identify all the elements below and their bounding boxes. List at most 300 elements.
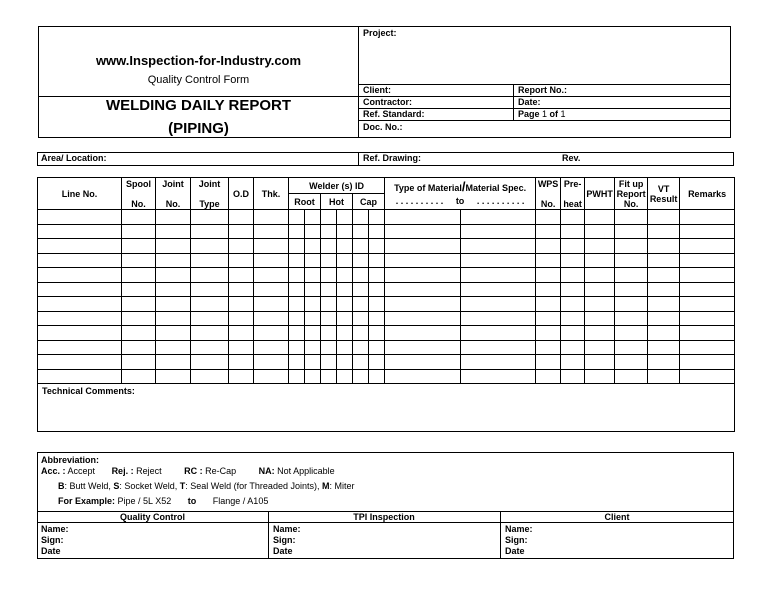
table-cell[interactable] <box>615 239 648 254</box>
table-cell[interactable] <box>254 311 289 326</box>
table-cell[interactable] <box>321 282 337 297</box>
table-cell[interactable] <box>680 355 735 370</box>
table-cell[interactable] <box>229 326 254 341</box>
table-cell[interactable] <box>680 239 735 254</box>
table-row <box>38 297 735 312</box>
table-cell[interactable] <box>289 297 305 312</box>
table-row <box>38 282 735 297</box>
table-cell[interactable] <box>289 340 305 355</box>
table-cell[interactable] <box>536 239 561 254</box>
table-cell[interactable] <box>305 282 321 297</box>
table-cell[interactable] <box>254 282 289 297</box>
table-cell[interactable] <box>254 239 289 254</box>
table-cell[interactable] <box>156 253 191 268</box>
tpi-name-label: Name: <box>273 524 301 534</box>
table-cell[interactable] <box>289 282 305 297</box>
header-row-rule-2 <box>358 96 731 97</box>
table-cell[interactable] <box>615 326 648 341</box>
qc-name-label: Name: <box>41 524 69 534</box>
table-cell[interactable] <box>305 369 321 384</box>
table-cell[interactable] <box>156 326 191 341</box>
table-cell[interactable] <box>229 340 254 355</box>
table-row <box>38 239 735 254</box>
table-cell[interactable] <box>321 239 337 254</box>
table-cell[interactable] <box>337 369 353 384</box>
tpi-sign-label: Sign: <box>273 535 296 545</box>
date-label: Date: <box>518 97 541 107</box>
weld-log-rows <box>38 210 735 384</box>
table-cell[interactable] <box>38 369 122 384</box>
contractor-label: Contractor: <box>363 97 412 107</box>
doc-no-label: Doc. No.: <box>363 122 403 132</box>
table-cell[interactable] <box>369 268 385 283</box>
col-remarks: Remarks <box>680 178 735 210</box>
table-cell[interactable] <box>191 268 229 283</box>
table-cell[interactable] <box>536 340 561 355</box>
table-cell[interactable] <box>369 239 385 254</box>
table-cell[interactable] <box>229 224 254 239</box>
technical-comments-label: Technical Comments: <box>42 386 135 396</box>
table-cell[interactable] <box>122 355 156 370</box>
table-cell[interactable] <box>615 210 648 225</box>
qc-sign-label: Sign: <box>41 535 64 545</box>
table-row <box>38 224 735 239</box>
table-cell[interactable] <box>585 224 615 239</box>
table-cell[interactable] <box>38 355 122 370</box>
col-od: O.D <box>229 178 254 210</box>
table-cell[interactable] <box>385 369 461 384</box>
table-cell[interactable] <box>38 326 122 341</box>
table-cell[interactable] <box>369 340 385 355</box>
col-preheat: Pre- heat <box>561 178 585 210</box>
table-row <box>38 268 735 283</box>
table-cell[interactable] <box>254 224 289 239</box>
table-cell[interactable] <box>385 239 461 254</box>
table-cell[interactable] <box>536 311 561 326</box>
table-cell[interactable] <box>561 224 585 239</box>
col-material: Type of Material/Material Spec. . . . . . . . . . . to . . . . . . . . . . <box>385 178 536 210</box>
table-cell[interactable] <box>461 340 536 355</box>
table-cell[interactable] <box>369 355 385 370</box>
table-cell[interactable] <box>461 268 536 283</box>
table-cell[interactable] <box>585 297 615 312</box>
table-cell[interactable] <box>289 224 305 239</box>
table-cell[interactable] <box>536 282 561 297</box>
table-cell[interactable] <box>369 224 385 239</box>
col-thk: Thk. <box>254 178 289 210</box>
table-cell[interactable] <box>369 369 385 384</box>
table-cell[interactable] <box>305 355 321 370</box>
table-cell[interactable] <box>561 311 585 326</box>
col-joint-type: Joint Type <box>191 178 229 210</box>
table-cell[interactable] <box>585 369 615 384</box>
table-cell[interactable] <box>254 253 289 268</box>
table-cell[interactable] <box>191 224 229 239</box>
tpi-date-label: Date <box>273 546 293 556</box>
table-cell[interactable] <box>680 268 735 283</box>
table-cell[interactable] <box>585 311 615 326</box>
table-cell[interactable] <box>461 326 536 341</box>
table-cell[interactable] <box>229 239 254 254</box>
table-cell[interactable] <box>191 239 229 254</box>
table-cell[interactable] <box>254 326 289 341</box>
table-cell[interactable] <box>305 340 321 355</box>
table-cell[interactable] <box>122 369 156 384</box>
table-cell[interactable] <box>38 297 122 312</box>
table-cell[interactable] <box>289 369 305 384</box>
table-cell[interactable] <box>461 224 536 239</box>
table-cell[interactable] <box>648 326 680 341</box>
page-total: 1 <box>560 109 566 119</box>
table-cell[interactable] <box>648 311 680 326</box>
table-row <box>38 355 735 370</box>
table-cell[interactable] <box>229 369 254 384</box>
client-signoff-fields <box>505 524 533 557</box>
table-cell[interactable] <box>191 340 229 355</box>
abbreviation-line-2: B: Butt Weld, S: Socket Weld, T: Seal Weld (for Threaded Joints), M: Miter <box>58 481 355 491</box>
technical-comments-box[interactable] <box>38 384 735 432</box>
table-cell[interactable] <box>648 253 680 268</box>
table-cell[interactable] <box>122 224 156 239</box>
table-cell[interactable] <box>585 355 615 370</box>
project-label: Project: <box>363 28 397 38</box>
table-cell[interactable] <box>561 369 585 384</box>
table-cell[interactable] <box>191 282 229 297</box>
table-cell[interactable] <box>321 297 337 312</box>
col-cap: Cap <box>353 194 385 210</box>
table-cell[interactable] <box>122 210 156 225</box>
rev-label: Rev. <box>562 153 581 163</box>
table-cell[interactable] <box>536 369 561 384</box>
table-cell[interactable] <box>289 326 305 341</box>
table-cell[interactable] <box>561 326 585 341</box>
table-cell[interactable] <box>585 239 615 254</box>
table-cell[interactable] <box>289 239 305 254</box>
table-cell[interactable] <box>585 268 615 283</box>
table-cell[interactable] <box>305 268 321 283</box>
table-cell[interactable] <box>305 253 321 268</box>
table-cell[interactable] <box>680 282 735 297</box>
table-cell[interactable] <box>369 253 385 268</box>
table-cell[interactable] <box>156 210 191 225</box>
table-cell[interactable] <box>461 311 536 326</box>
table-cell[interactable] <box>461 282 536 297</box>
table-cell[interactable] <box>229 311 254 326</box>
table-cell[interactable] <box>122 340 156 355</box>
col-fitup-report: Fit up Report No. <box>616 178 646 209</box>
table-cell[interactable] <box>321 340 337 355</box>
page-prefix: Page <box>518 109 543 119</box>
table-cell[interactable] <box>585 326 615 341</box>
table-cell[interactable] <box>305 239 321 254</box>
table-cell[interactable] <box>289 268 305 283</box>
location-divider <box>358 152 359 166</box>
table-cell[interactable] <box>353 268 369 283</box>
table-cell[interactable] <box>289 253 305 268</box>
table-cell[interactable] <box>585 282 615 297</box>
table-cell[interactable] <box>585 253 615 268</box>
table-cell[interactable] <box>561 355 585 370</box>
table-cell[interactable] <box>254 268 289 283</box>
table-cell[interactable] <box>353 355 369 370</box>
table-row <box>38 311 735 326</box>
table-cell[interactable] <box>353 253 369 268</box>
table-cell[interactable] <box>254 340 289 355</box>
client-date-label: Date <box>505 546 525 556</box>
table-cell[interactable] <box>385 326 461 341</box>
table-cell[interactable] <box>615 253 648 268</box>
client-heading: Client <box>604 512 630 522</box>
table-cell[interactable] <box>648 224 680 239</box>
table-cell[interactable] <box>385 210 461 225</box>
table-cell[interactable] <box>229 297 254 312</box>
table-cell[interactable] <box>254 369 289 384</box>
table-cell[interactable] <box>337 253 353 268</box>
table-cell[interactable] <box>385 268 461 283</box>
qc-signoff-fields <box>41 524 69 557</box>
col-root: Root <box>289 194 321 210</box>
table-cell[interactable] <box>289 311 305 326</box>
table-cell[interactable] <box>648 355 680 370</box>
weld-log-table <box>37 177 735 432</box>
table-row <box>38 210 735 225</box>
table-cell[interactable] <box>369 326 385 341</box>
table-cell[interactable] <box>385 297 461 312</box>
table-row <box>38 340 735 355</box>
page-number: 1 <box>542 109 548 119</box>
table-cell[interactable] <box>337 210 353 225</box>
col-welder-id: Welder (s) ID <box>289 178 385 194</box>
table-cell[interactable] <box>536 355 561 370</box>
table-cell[interactable] <box>156 224 191 239</box>
table-cell[interactable] <box>305 311 321 326</box>
table-cell[interactable] <box>38 282 122 297</box>
table-cell[interactable] <box>648 268 680 283</box>
table-cell[interactable] <box>122 282 156 297</box>
table-cell[interactable] <box>680 340 735 355</box>
table-cell[interactable] <box>385 253 461 268</box>
table-cell[interactable] <box>38 224 122 239</box>
header-row-rule-4 <box>358 120 731 121</box>
table-cell[interactable] <box>122 253 156 268</box>
table-cell[interactable] <box>648 369 680 384</box>
table-cell[interactable] <box>156 297 191 312</box>
table-cell[interactable] <box>648 210 680 225</box>
table-cell[interactable] <box>191 210 229 225</box>
table-cell[interactable] <box>461 210 536 225</box>
client-label: Client: <box>363 85 391 95</box>
table-cell[interactable] <box>561 340 585 355</box>
table-cell[interactable] <box>680 297 735 312</box>
table-cell[interactable] <box>191 326 229 341</box>
table-cell[interactable] <box>680 253 735 268</box>
table-cell[interactable] <box>680 369 735 384</box>
table-cell[interactable] <box>353 369 369 384</box>
table-cell[interactable] <box>305 297 321 312</box>
table-cell[interactable] <box>191 253 229 268</box>
table-cell[interactable] <box>38 268 122 283</box>
table-cell[interactable] <box>38 210 122 225</box>
table-cell[interactable] <box>561 210 585 225</box>
report-title: WELDING DAILY REPORT <box>105 97 292 114</box>
table-cell[interactable] <box>369 297 385 312</box>
table-cell[interactable] <box>615 311 648 326</box>
table-cell[interactable] <box>337 224 353 239</box>
table-cell[interactable] <box>38 239 122 254</box>
table-cell[interactable] <box>229 282 254 297</box>
table-cell[interactable] <box>353 311 369 326</box>
table-cell[interactable] <box>385 282 461 297</box>
table-cell[interactable] <box>461 355 536 370</box>
table-cell[interactable] <box>122 239 156 254</box>
table-cell[interactable] <box>353 210 369 225</box>
table-cell[interactable] <box>680 224 735 239</box>
qc-date-label: Date <box>41 546 61 556</box>
table-cell[interactable] <box>680 210 735 225</box>
header-inner-divider <box>513 84 514 121</box>
table-cell[interactable] <box>615 340 648 355</box>
table-cell[interactable] <box>385 224 461 239</box>
table-cell[interactable] <box>561 297 585 312</box>
table-cell[interactable] <box>229 253 254 268</box>
table-cell[interactable] <box>615 369 648 384</box>
table-cell[interactable] <box>353 282 369 297</box>
table-cell[interactable] <box>122 268 156 283</box>
table-cell[interactable] <box>156 239 191 254</box>
table-cell[interactable] <box>337 297 353 312</box>
table-cell[interactable] <box>615 224 648 239</box>
table-cell[interactable] <box>321 326 337 341</box>
table-cell[interactable] <box>229 355 254 370</box>
table-cell[interactable] <box>369 282 385 297</box>
table-cell[interactable] <box>615 297 648 312</box>
col-vt-result: VT Result <box>648 178 680 210</box>
table-cell[interactable] <box>122 297 156 312</box>
table-cell[interactable] <box>353 297 369 312</box>
table-cell[interactable] <box>615 268 648 283</box>
area-location-label: Area/ Location: <box>41 153 107 163</box>
table-cell[interactable] <box>561 239 585 254</box>
table-cell[interactable] <box>191 369 229 384</box>
table-cell[interactable] <box>337 268 353 283</box>
table-cell[interactable] <box>156 282 191 297</box>
table-cell[interactable] <box>369 210 385 225</box>
table-cell[interactable] <box>536 297 561 312</box>
table-cell[interactable] <box>254 210 289 225</box>
table-cell[interactable] <box>615 355 648 370</box>
col-spool-no: Spool No. <box>122 178 156 210</box>
table-cell[interactable] <box>353 326 369 341</box>
table-cell[interactable] <box>321 224 337 239</box>
table-cell[interactable] <box>353 239 369 254</box>
table-cell[interactable] <box>38 253 122 268</box>
table-cell[interactable] <box>337 340 353 355</box>
table-cell[interactable] <box>385 355 461 370</box>
col-pwht: PWHT <box>585 178 615 210</box>
table-cell[interactable] <box>254 355 289 370</box>
table-cell[interactable] <box>536 268 561 283</box>
table-cell[interactable] <box>191 311 229 326</box>
table-cell[interactable] <box>680 326 735 341</box>
client-name-label: Name: <box>505 524 533 534</box>
table-cell[interactable] <box>461 253 536 268</box>
site-url: www.Inspection-for-Industry.com <box>95 53 302 68</box>
table-cell[interactable] <box>38 311 122 326</box>
abbreviation-line-1: Acc. : Accept Rej. : Reject RC : Re-Cap NA: Not Applicable <box>41 466 335 476</box>
table-cell[interactable] <box>385 311 461 326</box>
table-cell[interactable] <box>385 340 461 355</box>
table-cell[interactable] <box>337 282 353 297</box>
col-joint-no: Joint No. <box>156 178 191 210</box>
table-cell[interactable] <box>321 311 337 326</box>
table-cell[interactable] <box>337 311 353 326</box>
table-cell[interactable] <box>156 355 191 370</box>
table-cell[interactable] <box>648 340 680 355</box>
table-cell[interactable] <box>191 297 229 312</box>
ref-standard-label: Ref. Standard: <box>363 109 425 119</box>
table-cell[interactable] <box>321 253 337 268</box>
table-cell[interactable] <box>461 369 536 384</box>
table-cell[interactable] <box>156 369 191 384</box>
table-cell[interactable] <box>585 340 615 355</box>
table-cell[interactable] <box>289 210 305 225</box>
table-cell[interactable] <box>122 311 156 326</box>
table-cell[interactable] <box>648 282 680 297</box>
table-cell[interactable] <box>461 297 536 312</box>
table-cell[interactable] <box>561 282 585 297</box>
table-cell[interactable] <box>561 268 585 283</box>
table-cell[interactable] <box>321 210 337 225</box>
table-cell[interactable] <box>229 268 254 283</box>
table-cell[interactable] <box>536 253 561 268</box>
client-sign-label: Sign: <box>505 535 528 545</box>
table-cell[interactable] <box>305 326 321 341</box>
table-cell[interactable] <box>337 326 353 341</box>
table-cell[interactable] <box>229 210 254 225</box>
table-cell[interactable] <box>191 355 229 370</box>
table-cell[interactable] <box>648 297 680 312</box>
table-cell[interactable] <box>648 239 680 254</box>
table-cell[interactable] <box>289 355 305 370</box>
col-hot: Hot <box>321 194 353 210</box>
table-cell[interactable] <box>353 340 369 355</box>
table-cell[interactable] <box>156 311 191 326</box>
table-cell[interactable] <box>353 224 369 239</box>
table-cell[interactable] <box>122 326 156 341</box>
table-cell[interactable] <box>321 355 337 370</box>
table-cell[interactable] <box>156 340 191 355</box>
abbreviation-example: For Example: Pipe / 5L X52 to Flange / A105 <box>58 496 269 506</box>
table-cell[interactable] <box>585 210 615 225</box>
table-cell[interactable] <box>561 253 585 268</box>
table-cell[interactable] <box>369 311 385 326</box>
table-cell[interactable] <box>321 268 337 283</box>
table-cell[interactable] <box>337 239 353 254</box>
table-cell[interactable] <box>680 311 735 326</box>
table-cell[interactable] <box>321 369 337 384</box>
table-cell[interactable] <box>156 268 191 283</box>
table-cell[interactable] <box>615 282 648 297</box>
table-cell[interactable] <box>305 224 321 239</box>
table-cell[interactable] <box>38 340 122 355</box>
table-cell[interactable] <box>461 239 536 254</box>
table-cell[interactable] <box>305 210 321 225</box>
table-cell[interactable] <box>254 297 289 312</box>
table-cell[interactable] <box>337 355 353 370</box>
table-cell[interactable] <box>536 326 561 341</box>
table-cell[interactable] <box>536 210 561 225</box>
table-cell[interactable] <box>536 224 561 239</box>
